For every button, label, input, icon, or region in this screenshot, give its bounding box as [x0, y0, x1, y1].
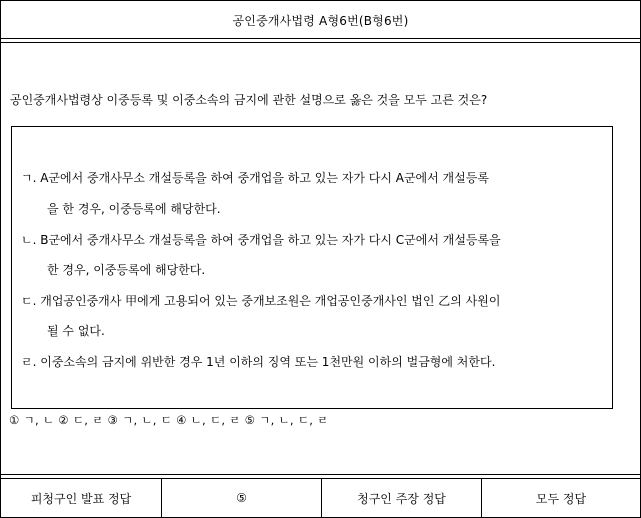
respondent-answer-label: 피청구인 발표 정답 — [1, 479, 162, 517]
answer-table — [1, 479, 640, 517]
statement-c-line2: 될 수 없다. — [47, 324, 105, 338]
statement-a-line1: ㄱ. A군에서 중개사무소 개설등록을 하여 중개업을 하고 있는 자가 다시 A군에서 개설등록 — [21, 171, 489, 185]
footer-divider-top — [1, 474, 640, 475]
title-divider-top — [1, 38, 640, 39]
exam-title-bar — [1, 1, 640, 39]
statement-box — [11, 126, 613, 409]
statement-b-line2: 한 경우, 이중등록에 해당한다. — [47, 263, 206, 277]
question-text: 공인중개사법령상 이중등록 및 이중소속의 금지에 관한 설명으로 옳은 것을 모두 고른 것은? — [10, 93, 488, 107]
statement-b-line1: ㄴ. B군에서 중개사무소 개설등록을 하여 중개업을 하고 있는 자가 다시 C군에서 개설등록을 — [21, 233, 501, 247]
claimant-answer-label: 청구인 주장 정답 — [322, 479, 482, 517]
claimant-answer-value: 모두 정답 — [535, 491, 587, 506]
title-divider-bottom — [1, 42, 640, 43]
answer-choices: ① ㄱ, ㄴ ② ㄷ, ㄹ ③ ㄱ, ㄴ, ㄷ ④ ㄴ, ㄷ, ㄹ ⑤ ㄱ, ㄴ, ㄷ, ㄹ — [9, 413, 329, 427]
statement-c-line1: ㄷ. 개업공인중개사 甲에게 고용되어 있는 중개보조원은 개업공인중개사인 법인 乙의 사원이 — [21, 294, 501, 308]
exam-title: 공인중개사법령 A형6번(B형6번) — [232, 13, 409, 28]
statement-d-line1: ㄹ. 이중소속의 금지에 위반한 경우 1년 이하의 징역 또는 1천만원 이하의 벌금형에 처한다. — [21, 355, 496, 369]
respondent-answer-value: ⑤ — [162, 479, 322, 517]
statement-a-line2: 을 한 경우, 이중등록에 해당한다. — [47, 202, 221, 216]
